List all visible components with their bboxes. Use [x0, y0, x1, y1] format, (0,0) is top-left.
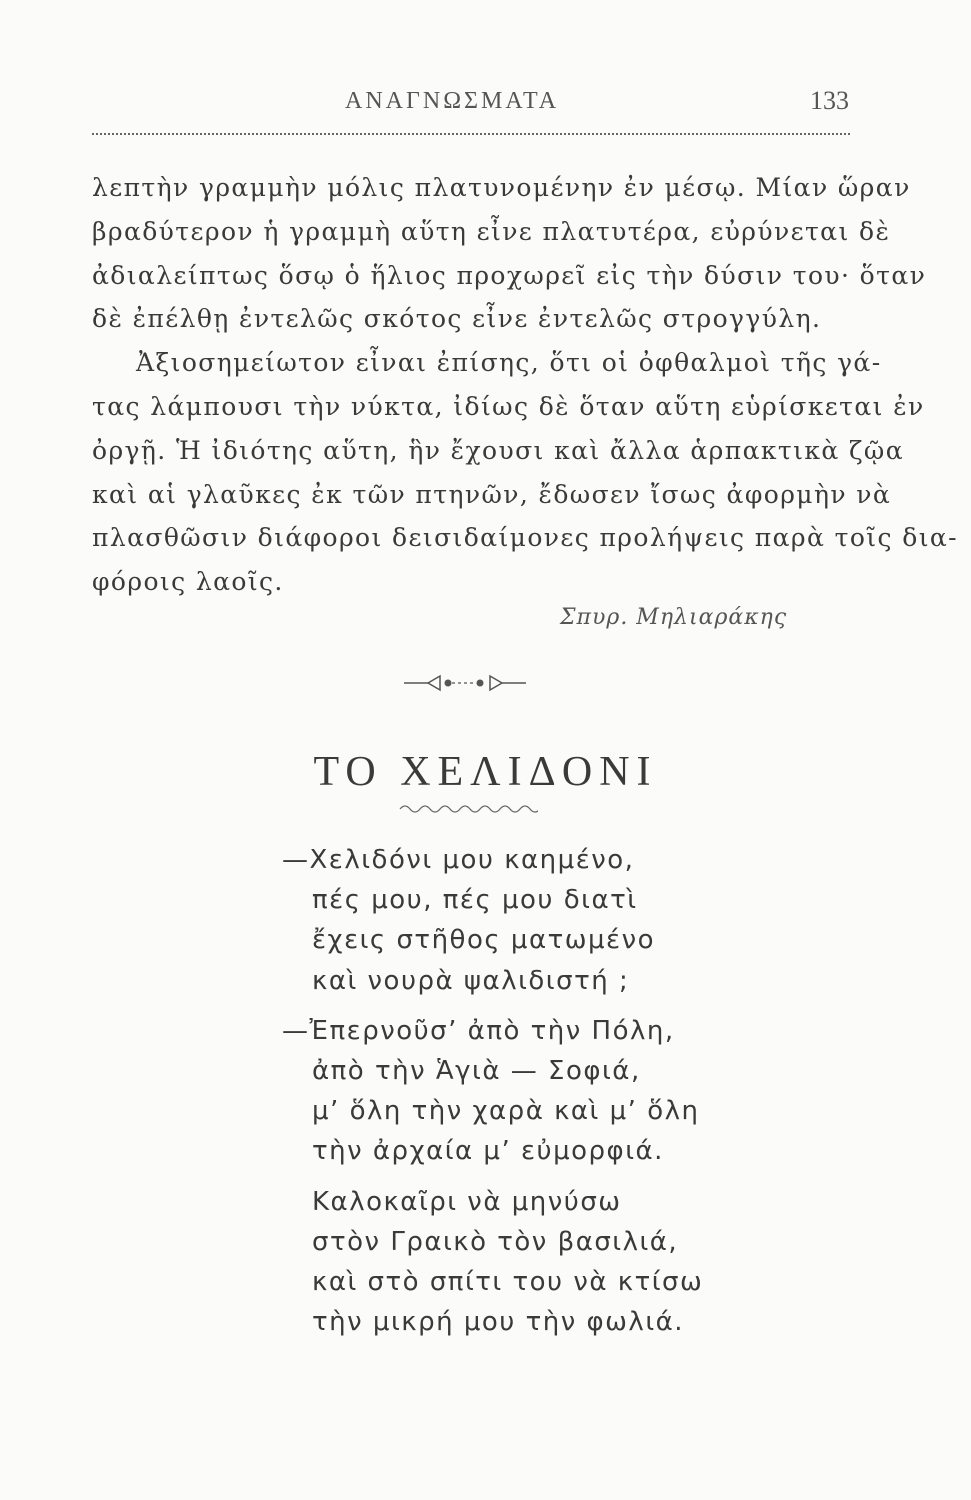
- poem-title: ΤΟ ΧΕΛΙΔΟΝΙ: [313, 749, 658, 795]
- verse-line: —Χελιδόνι μου καημένο,: [282, 845, 635, 875]
- prose-line: πλασθῶσιν διάφοροι δεισιδαίμονες προλήψεις παρὰ τοῖς δια-: [92, 523, 959, 553]
- verse-line: ἔχεις στῆθος ματωμένο: [312, 925, 656, 956]
- verse-line: μ’ ὅλη τὴν χαρὰ καὶ μ’ ὅλη: [312, 1096, 700, 1127]
- verse-line: στὸν Γραικὸ τὸν βασιλιά,: [312, 1226, 679, 1257]
- prose-line: φόροις λαοῖς.: [92, 567, 284, 597]
- prose-line: ἀδιαλείπτως ὅσῳ ὁ ἥλιος προχωρεῖ εἰς τὴν δύσιν του· ὅταν: [92, 260, 927, 290]
- prose-line: καὶ αἱ γλαῦκες ἐκ τῶν πτηνῶν, ἔδωσεν ἴσως ἀφορμὴν νὰ: [92, 479, 892, 509]
- prose-line: τας λάμπουσι τὴν νύκτα, ἰδίως δὲ ὅταν αὕτη εὑρίσκεται ἐν: [92, 391, 925, 421]
- stanza: [282, 840, 712, 1001]
- verse-line: ἀπὸ τὴν Ἁγιὰ — Σοφιά,: [312, 1056, 641, 1087]
- prose-line: βραδύτερον ἡ γραμμὴ αὕτη εἶνε πλατυτέρα, εὐρύνεται δὲ: [92, 216, 891, 246]
- prose-line: ὀργῇ. Ἡ ἰδιότης αὕτη, ἣν ἔχουσι καὶ ἄλλα ἁρπακτικὰ ζῷα: [92, 435, 904, 465]
- header-rule: [92, 133, 850, 135]
- page-number: 133: [810, 86, 849, 115]
- ornament-divider-icon: [400, 668, 530, 698]
- verse-line: καὶ νουρὰ ψαλιδιστή ;: [312, 965, 630, 996]
- verse-line: πές μου, πές μου διατὶ: [312, 885, 638, 916]
- stanza: [282, 1011, 712, 1172]
- running-title: ΑΝΑΓΝΩΣΜΑΤΑ: [345, 88, 560, 114]
- verse-line: Καλοκαῖρι νὰ μηνύσω: [312, 1186, 622, 1217]
- verse-line: τὴν μικρή μου τὴν φωλιά.: [312, 1307, 685, 1338]
- verse-line: —Ἐπερνοῦσ’ ἀπὸ τὴν Πόλη,: [282, 1015, 675, 1046]
- prose-line: Ἀξιοσημείωτον εἶναι ἐπίσης, ὅτι οἱ ὀφθαλμοὶ τῆς γά-: [136, 348, 882, 378]
- wavy-underline-icon: [398, 802, 538, 816]
- prose-paragraphs: [92, 166, 959, 604]
- verse-line: τὴν ἀρχαία μ’ εὐμορφιά.: [312, 1136, 664, 1167]
- poem-body: [282, 840, 712, 1352]
- prose-line: δὲ ἐπέλθῃ ἐντελῶς σκότος εἶνε ἐντελῶς στρογγύλη.: [92, 304, 822, 334]
- author-signature: Σπυρ. Μηλιαράκης: [560, 605, 788, 630]
- prose-line: λεπτὴν γραμμὴν μόλις πλατυνομένην ἐν μέσῳ. Μίαν ὥραν: [92, 173, 911, 202]
- stanza: [282, 1182, 712, 1343]
- verse-line: καὶ στὸ σπίτι του νὰ κτίσω: [312, 1267, 704, 1298]
